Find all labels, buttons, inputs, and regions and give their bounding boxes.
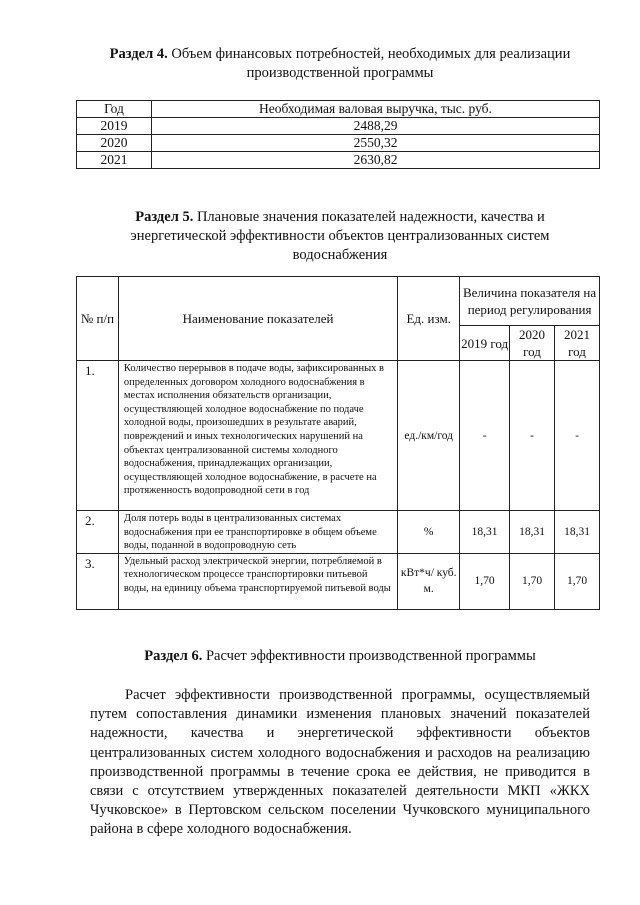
section5-heading: [70, 208, 610, 265]
section4-title-line2: производственной программы: [246, 65, 434, 81]
indicator-name-cell: Доля потерь воды в централизованных системах водоснабжения при ее транспортировке в общем объеме воды, поданной в водопроводную сеть: [118, 511, 397, 554]
table-row: [77, 152, 600, 169]
table-row: [77, 511, 600, 554]
section5-title-line2: энергетической эффективности объектов централизованных систем: [130, 228, 550, 244]
financial-needs-table: [76, 100, 600, 169]
value-cell: 1,70: [555, 553, 600, 609]
section6-paragraph: Расчет эффективности производственной программы, осуществляемый путем сопоставления динамики изменения плановых значений показателей надежности, качества и энергетической эффективности объектов централизованных систем холодного водоснабжения и расходов на реализацию производственной программы в течение срока ее действия, не приводится в связи с отсутствием утвержденных показателей деятельности МКП «ЖКХ Чучковское» в Пертовском сельском поселении Чучковского муниципального района в сфере холодного водоснабжения.: [90, 687, 590, 838]
col-header-num: № п/п: [77, 277, 119, 361]
unit-cell: ед./км/год: [398, 361, 460, 511]
value-cell: 18,31: [510, 511, 555, 554]
section6-label: Раздел 6.: [144, 648, 203, 664]
table-header-row: [77, 277, 600, 326]
section5-title-line3: водоснабжения: [292, 247, 388, 263]
indicator-name-cell: Удельный расход электрической энергии, потребляемой в технологическом процессе транспортировки питьевой воды, на единицу объема транспортируемой питьевой воды: [118, 553, 397, 609]
value-cell: -: [555, 361, 600, 511]
indicators-table: [76, 276, 600, 610]
table-row: [77, 118, 600, 135]
revenue-cell: 2488,29: [152, 118, 600, 135]
section4-label: Раздел 4.: [109, 46, 168, 62]
year-cell: 2019: [77, 118, 152, 135]
col-header-value: Величина показателя на период регулирования: [460, 277, 600, 326]
col-header-year-2020: 2020 год: [510, 326, 555, 361]
year-cell: 2020: [77, 135, 152, 152]
col-header-year-2019: 2019 год: [460, 326, 510, 361]
table-header-row: [77, 101, 600, 118]
table-row: [77, 553, 600, 609]
section6-title: Расчет эффективности производственной программы: [205, 648, 536, 664]
value-cell: 1,70: [510, 553, 555, 609]
revenue-cell: 2550,32: [152, 135, 600, 152]
year-cell: 2021: [77, 152, 152, 169]
value-cell: 18,31: [460, 511, 510, 554]
value-cell: 18,31: [555, 511, 600, 554]
col-header-name: Наименование показателей: [118, 277, 397, 361]
value-cell: 1,70: [460, 553, 510, 609]
table-row: [77, 135, 600, 152]
col-header-unit: Ед. изм.: [398, 277, 460, 361]
col-header-year: Год: [77, 101, 152, 118]
row-num-cell: 2.: [77, 511, 119, 554]
table-row: [77, 361, 600, 511]
section4-heading: [70, 45, 610, 83]
revenue-cell: 2630,82: [152, 152, 600, 169]
col-header-revenue: Необходимая валовая выручка, тыс. руб.: [152, 101, 600, 118]
unit-cell: кВт*ч/ куб. м.: [398, 553, 460, 609]
row-num-cell: 1.: [77, 361, 119, 511]
section6-heading: [70, 647, 610, 666]
section4-title-line1: Объем финансовых потребностей, необходимых для реализации: [171, 46, 571, 62]
row-num-cell: 3.: [77, 553, 119, 609]
section5-title-line1: Плановые значения показателей надежности, качества и: [196, 209, 545, 225]
col-header-year-2021: 2021 год: [555, 326, 600, 361]
indicator-name-cell: Количество перерывов в подаче воды, зафиксированных в определенных договором холодного водоснабжения в местах исполнения обязательств организации, осуществляющей холодное водоснабжение по подаче холодной воды, произошедших в результате аварий, повреждений и иных технологических нарушений на объектах централизованной системы холодного водоснабжения, принадлежащих организации, осуществляющей холодное водоснабжение, в расчете на протяженность водопроводной сети в год: [118, 361, 397, 511]
value-cell: -: [460, 361, 510, 511]
unit-cell: %: [398, 511, 460, 554]
value-cell: -: [510, 361, 555, 511]
section5-label: Раздел 5.: [135, 209, 194, 225]
